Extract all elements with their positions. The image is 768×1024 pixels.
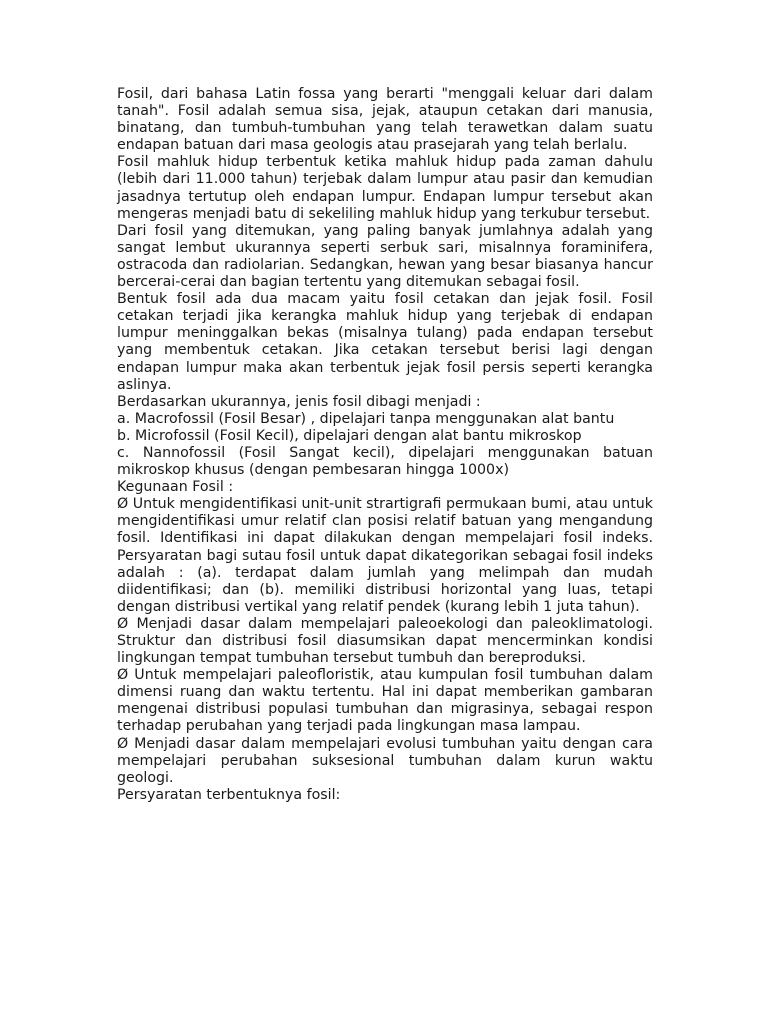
paragraph-pembentukan-fosil: Fosil mahluk hidup terbentuk ketika mahluk hidup pada zaman dahulu (lebih dari 11.000 tahun) terjebak dalam lumpur atau pasir dan kemudian jasadnya tertutup oleh endapan lumpur. Endapan lumpur tersebut akan mengeras menjadi batu di sekeliling mahluk hidup yang terkubur tersebut. <box>117 154 653 222</box>
list-item-nannofossil: c. Nannofossil (Fosil Sangat kecil), dipelajari menggunakan batuan mikroskop khusus (dengan pembesaran hingga 1000x) <box>117 444 653 479</box>
list-item-macrofossil: a. Macrofossil (Fosil Besar) , dipelajari tanpa menggunakan alat bantu <box>117 410 615 427</box>
paragraph-bentuk-fosil: Bentuk fosil ada dua macam yaitu fosil cetakan dan jejak fosil. Fosil cetakan terjadi jika kerangka mahluk hidup yang terjebak di endapan lumpur meninggalkan bekas (misalnya tulang) pada endapan tersebut yang membentuk cetakan. Jika cetakan tersebut berisi lagi dengan endapan lumpur maka akan terbentuk jejak fosil persis seperti kerangka aslinya. <box>117 291 653 393</box>
document-body <box>117 86 653 804</box>
paragraph-fosil-ditemukan: Dari fosil yang ditemukan, yang paling banyak jumlahnya adalah yang sangat lembut ukurannya seperti serbuk sari, misalnnya foraminifera, ostracoda dan radiolarian. Sedangkan, hewan yang besar biasanya hancur bercerai-cerai dan bagian tertentu yang ditemukan sebagai fosil. <box>117 222 653 291</box>
paragraph-definisi-fosil: Fosil, dari bahasa Latin fossa yang berarti "menggali keluar dari dalam tanah". Fosil adalah semua sisa, jejak, ataupun cetakan dari manusia, binatang, dan tumbuh-tumbuhan yang telah terawetkan dalam suatu endapan batuan dari masa geologis atau prasejarah yang telah berlalu. <box>117 86 653 154</box>
bullet-paleofloristik: Ø Untuk mempelajari paleofloristik, atau kumpulan fosil tumbuhan dalam dimensi ruang dan waktu tertentu. Hal ini dapat memberikan gambaran mengenai distribusi populasi tumbuhan dan migrasinya, sebagai respon terhadap perubahan yang terjadi pada lingkungan masa lampau. <box>117 667 653 735</box>
bullet-paleoekologi: Ø Menjadi dasar dalam mempelajari paleoekologi dan paleoklimatologi. Struktur dan distribusi fosil diasumsikan dapat mencerminkan kondisi lingkungan tempat tumbuhan tersebut tumbuh dan bereproduksi. <box>117 615 653 667</box>
heading-persyaratan: Persyaratan terbentuknya fosil: <box>117 786 341 803</box>
bullet-stratigrafi: Ø Untuk mengidentifikasi unit-unit strartigrafi permukaan bumi, atau untuk mengidentifikasi umur relatif clan posisi relatif batuan yang mengandung fosil. Identifikasi ini dapat dilakukan dengan mempelajari fosil indeks. Persyaratan bagi sutau fosil untuk dapat dikategorikan sebagai fosil indeks adalah : (a). terdapat dalam jumlah yang melimpah dan mudah diidentifikasi; dan (b). memiliki distribusi horizontal yang luas, tetapi dengan distribusi vertikal yang relatif pendek (kurang lebih 1 juta tahun). <box>117 496 653 615</box>
heading-kegunaan-fosil: Kegunaan Fosil : <box>117 479 234 496</box>
bullet-evolusi: Ø Menjadi dasar dalam mempelajari evolusi tumbuhan yaitu dengan cara mempelajari perubahan suksesional tumbuhan dalam kurun waktu geologi. <box>117 735 653 786</box>
list-item-microfossil: b. Microfossil (Fosil Kecil), dipelajari dengan alat bantu mikroskop <box>117 427 582 444</box>
paragraph-jenis-ukuran: Berdasarkan ukurannya, jenis fosil dibagi menjadi : <box>117 393 481 410</box>
